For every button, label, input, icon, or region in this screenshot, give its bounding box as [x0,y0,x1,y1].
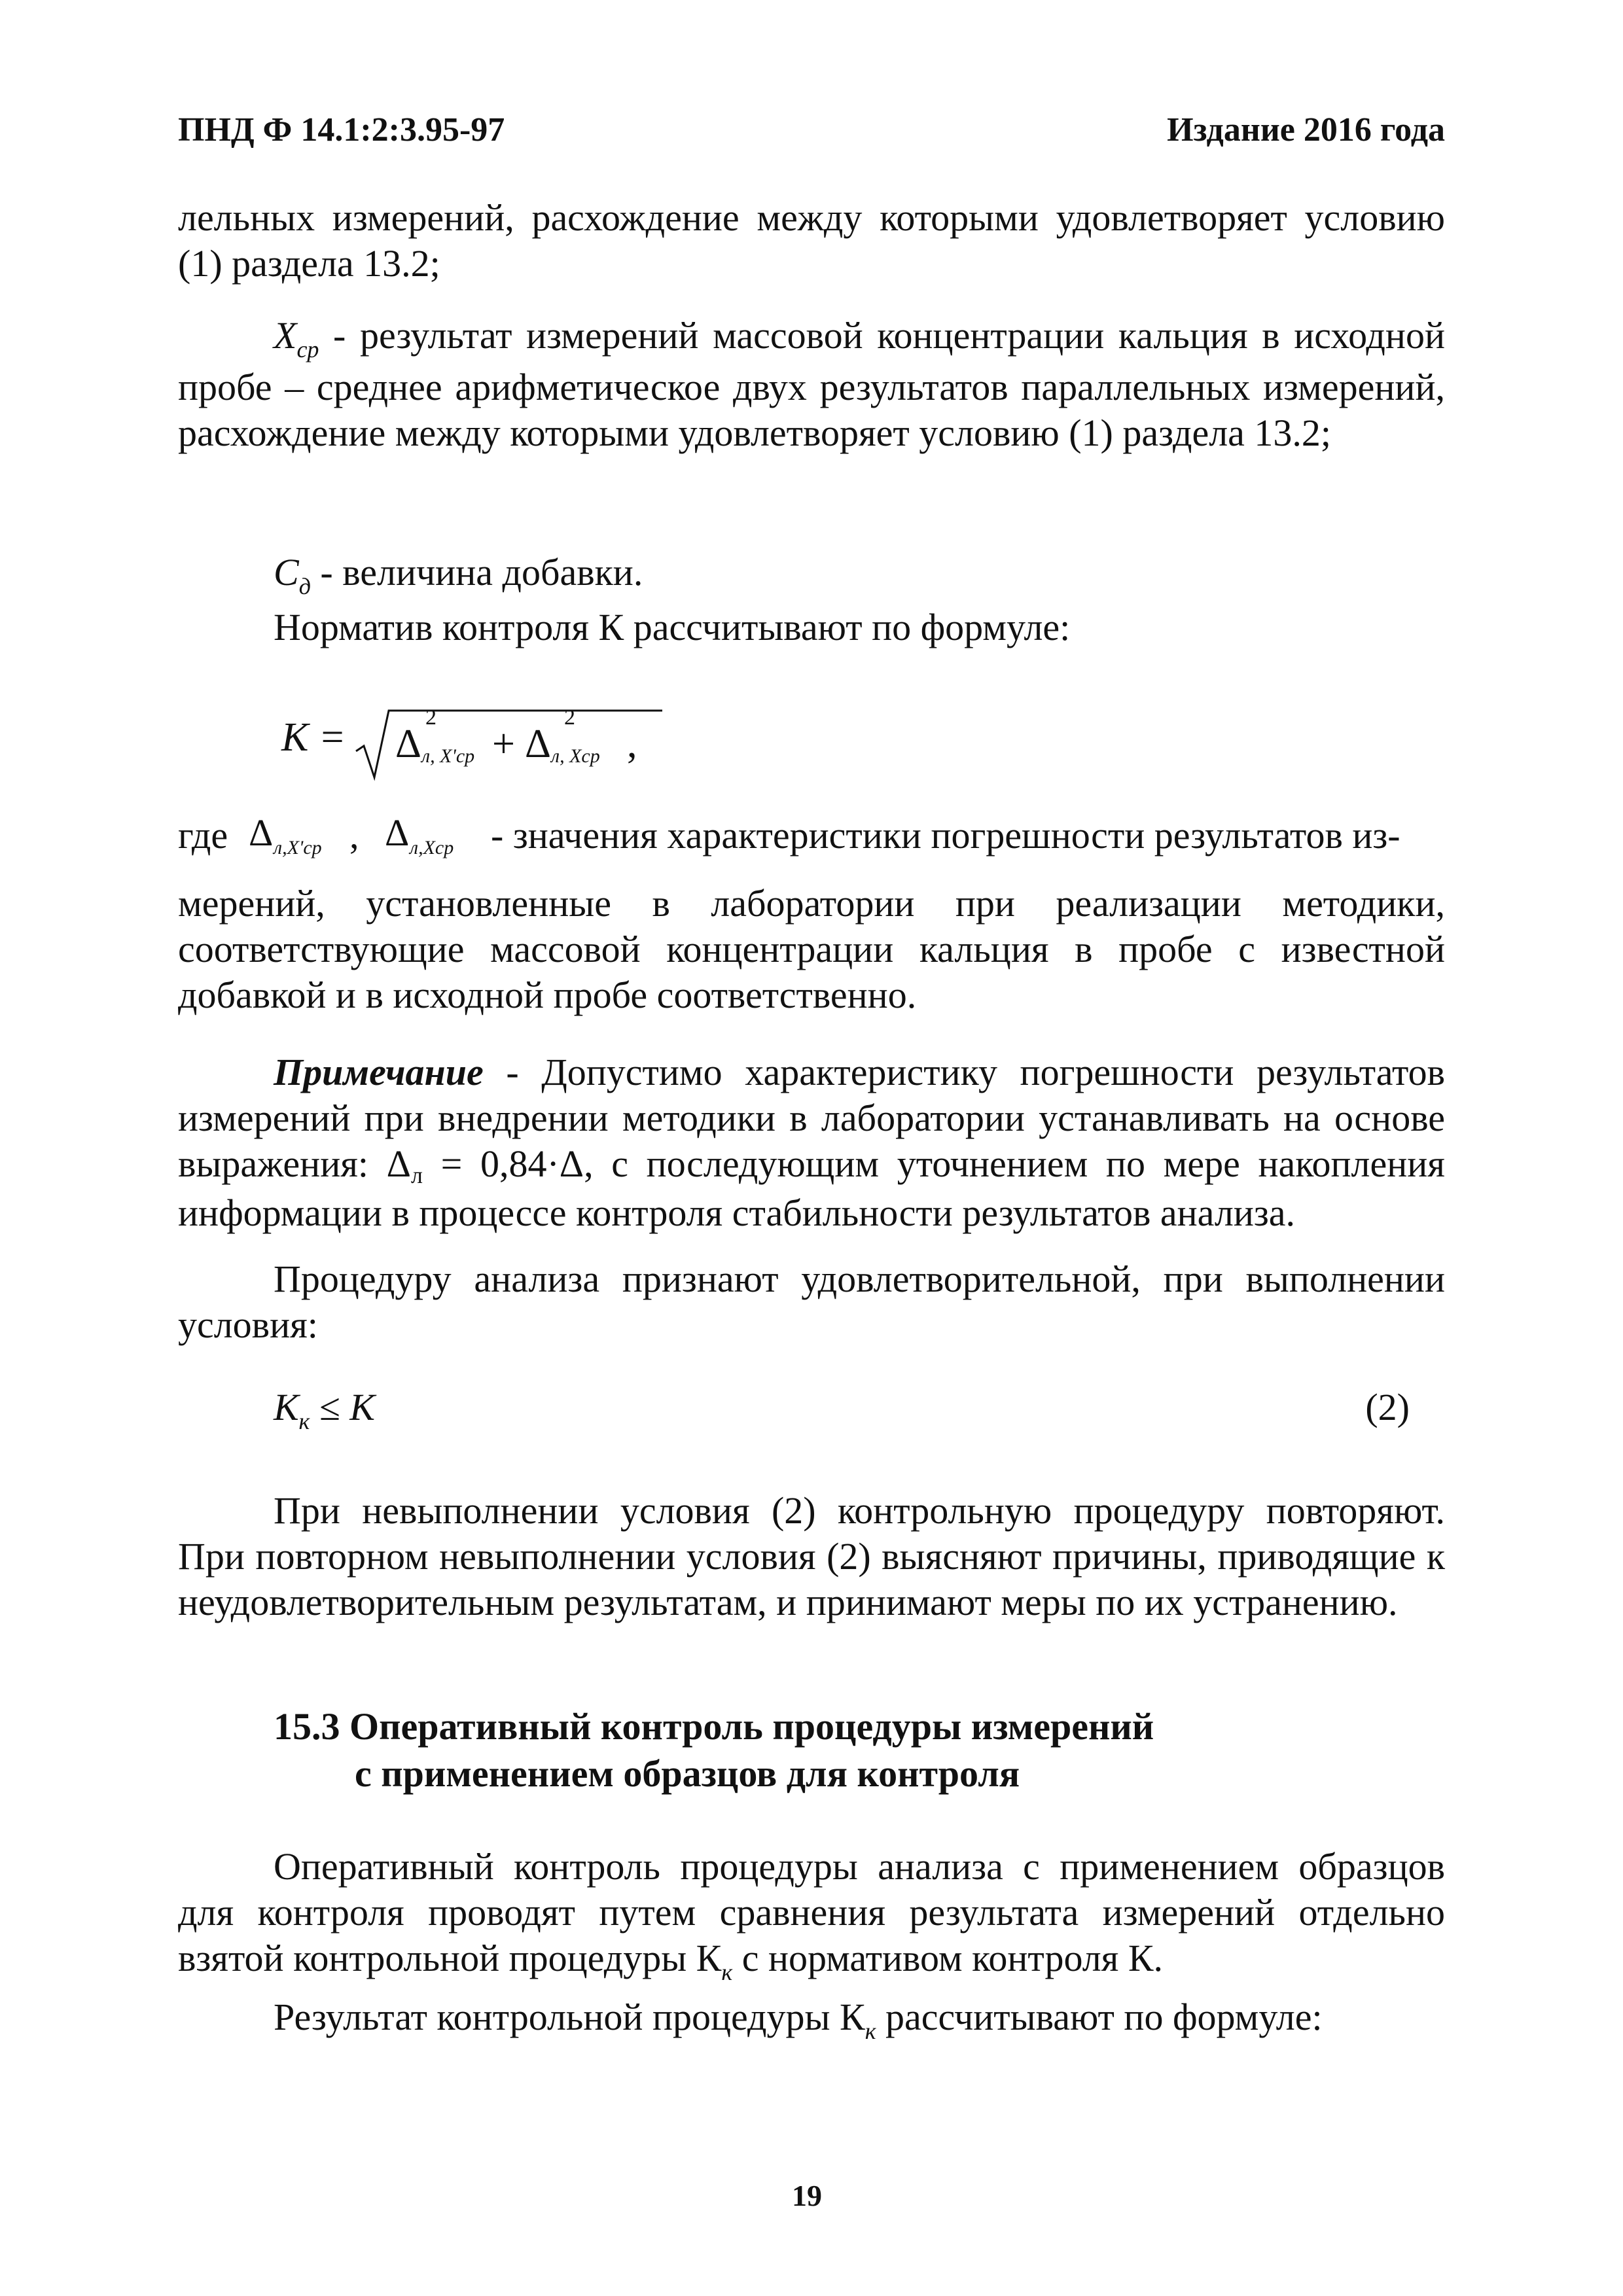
formula-comma: , [627,722,637,766]
note-text-a: - Допустимо характеристику погрешности результатов измерений при внедрении методики в лаборатории устанавливать на основе выражения: Δ [178,1051,1446,1186]
formula-plus: + [492,722,515,766]
where-line [178,807,1445,860]
page-number: 19 [792,2179,822,2212]
formula2-rest: ≤ К [319,1386,375,1428]
edition-label: Издание 2016 года [1167,111,1445,149]
formula-number: (2) [1365,1386,1410,1428]
formula-condition [274,1385,375,1436]
section-heading-line2: с применением образцов для контроля [355,1752,1020,1795]
delta-2: Δ [385,811,410,854]
p8-text-b: с нормативом контроля К. [732,1937,1163,1980]
formula2-k: К [274,1386,299,1428]
formula-term2-sub: л, Xср [551,745,600,767]
symbol-c: C [274,551,299,593]
paragraph-continuation: лельных измерений, расхождение между которыми удовлетворяет условию (1) раздела 13.2; [178,196,1445,285]
section-heading-line1: 15.3 Оперативный контроль процедуры измерений [274,1705,1154,1748]
note-label: Примечание [274,1051,484,1093]
formula-term2-sup: 2 [564,705,575,730]
symbol-x-sub: ср [296,336,319,362]
where-label: где [178,814,228,857]
where-line-text: - значения характеристики погрешности результатов из- [491,814,1400,857]
delta-1: Δ [249,811,274,854]
formula2-sub: к [298,1408,310,1434]
formula-term2: Δ [525,722,551,766]
definition-x-avg [178,313,1445,456]
doc-code: ПНД Ф 14.1:2:3.95-97 [178,111,505,149]
delta-comma: , [349,814,359,857]
p8-text-a: Оперативный контроль процедуры анализа с применением образцов для контроля проводят путем сравнения результата измерений отдельно взятой контрольной процедуры К [178,1845,1445,1980]
p8-sub: к [721,1959,733,1986]
note-block [178,1050,1445,1236]
symbol-x: X [274,314,297,357]
delta-1-sub: л,X'ср [274,837,322,858]
definition-additive-text: - величина добавки. [320,551,643,593]
definition-x-avg-text: - результат измерений массовой концентрации кальция в исходной пробе – среднее арифметическое двух результатов параллельных измерений, расхождение между которыми удовлетворяет условию (1) раздела 13.2; [178,314,1445,454]
p9-sub: к [865,2018,876,2044]
definition-additive [274,550,643,601]
p9-text-b: рассчитывают по формуле: [876,1996,1323,2038]
result-formula-intro [274,1994,1323,2046]
p9-text-a: Результат контрольной процедуры К [274,1996,865,2038]
note-sub: л [410,1162,423,1189]
note-text-b: = 0,84·Δ, с последующим уточнением по мере накопления информации в процессе контроля стабильности результатов анализа. [178,1142,1445,1234]
delta-2-sub: л,Xср [410,837,454,858]
condition-intro: Процедуру анализа признают удовлетворительной, при выполнении условия: [178,1258,1445,1347]
norm-formula-intro: Норматив контроля К рассчитывают по формуле: [274,606,1071,648]
repeat-paragraph: При невыполнении условия (2) контрольную процедуру повторяют. При повторном невыполнении условия (2) выясняют причины, приводящие к неудовлетворительным результатам, и принимают меры по их устранению. [178,1489,1445,1624]
formula-k-lhs: К = [281,715,346,760]
formula-term1-sub: л, X'ср [421,745,475,767]
where-continuation: мерений, установленные в лаборатории при реализации методики, соответствующие массовой концентрации кальция в пробе с известной добавкой и в исходной пробе соответственно. [178,882,1445,1017]
formula-term1-sup: 2 [425,705,437,730]
operative-control-paragraph [178,1844,1445,1987]
formula-k [281,705,700,790]
formula-term1: Δ [395,722,421,766]
symbol-c-sub: д [298,573,311,599]
